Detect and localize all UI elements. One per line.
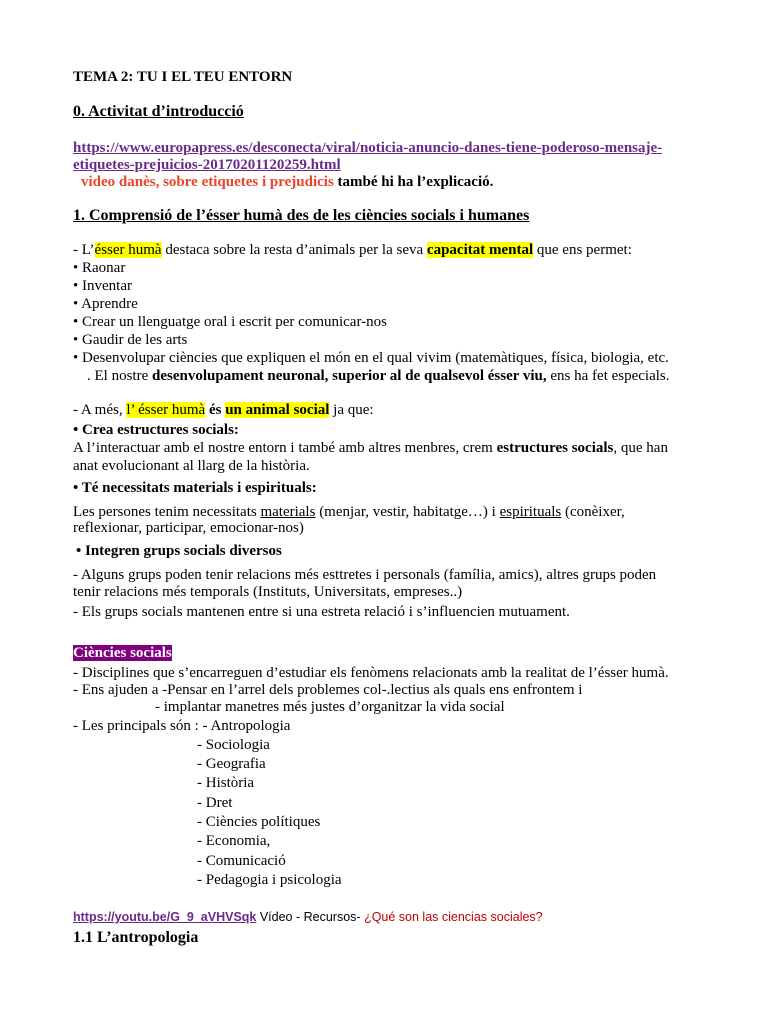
intro-text-a: - L’ [73,242,95,258]
neuronal-text-c: ens ha fet especials. [546,368,670,384]
te-text-a: Les persones tenim necessitats [73,504,261,520]
discipline-item: - Comunicació [197,853,286,869]
bullet-item: • Raonar [73,260,126,276]
youtube-line-mid: Vídeo - Recursos- [256,910,365,924]
document-title: TEMA 2: TU I EL TEU ENTORN [73,69,293,85]
te-text-materials: materials [260,504,316,520]
te-text-espirituals: espirituals [499,504,562,520]
discipline-item: - Dret [197,795,233,811]
neuronal-text-bold: desenvolupament neuronal, superior al de qualsevol ésser viu, [152,368,547,384]
cs-line-2: - Ens ajuden a -Pensar en l’arrel dels problemes col-.lectius als quals ens enfrontem i [73,682,583,698]
bullet-item: • Aprendre [73,296,138,312]
integren-line-1: - Alguns grups poden tenir relacions més esttretes i personals (família, amics), altres grups poden [73,567,657,583]
te-heading: • Té necessitats materials i espirituals: [73,480,317,496]
crea-text-c: , que han [613,440,668,456]
te-line-2: reflexionar, participar, emocionar-nos) [73,520,304,536]
neuronal-text-a: . El nostre [87,368,152,384]
discipline-item: - Ciències polítiques [197,814,321,830]
discipline-item: - Història [197,775,255,791]
neuronal-line [87,367,670,385]
crea-text-a: A l’interactuar amb el nostre entorn i també amb altres menbres, crem [73,440,497,456]
youtube-line [73,908,543,926]
intro-text-b: destaca sobre la resta d’animals per la seva [161,242,427,258]
integren-line-2: tenir relacions més temporals (Instituts, Universitats, empreses..) [73,584,463,600]
crea-line-2: anat evolucionant al llarg de la història. [73,458,310,474]
ciencies-socials-label: Ciències socials [73,645,172,661]
intro-highlight-esser-huma: ésser humà [94,242,162,258]
discipline-item: - Economia, [197,833,271,849]
youtube-link[interactable]: https://youtu.be/G_9_aVHVSqk [73,910,257,924]
section-1-1-heading: 1.1 L’antropologia [73,929,199,946]
ciencies-socials-heading [73,644,172,662]
europapress-link-line1[interactable]: https://www.europapress.es/desconecta/viral/noticia-anuncio-danes-tiene-poderoso-mensaje- [73,140,663,156]
section-0-heading: 0. Activitat d’introducció [73,103,244,120]
integren-line-3: - Els grups socials mantenen entre si una estreta relació i s’influencien mutuament. [73,604,570,620]
social-text-c: ja que: [329,402,374,418]
intro-highlight-capacitat-mental: capacitat mental [426,242,534,258]
bullet-item: • Crear un llenguatge oral i escrit per comunicar-nos [73,314,387,330]
crea-line-1 [73,439,668,457]
social-animal-line [73,401,374,419]
integren-heading: • Integren grups socials diversos [76,543,282,559]
crea-text-bold: estructures socials [496,440,614,456]
social-text-a: - A més, [73,402,127,418]
video-note-red: video danès, sobre etiquetes i prejudicis [81,174,334,190]
discipline-item: - Geografia [197,756,266,772]
intro-line [73,241,632,259]
crea-heading: • Crea estructures socials: [73,422,239,438]
bullet-item: • Inventar [73,278,132,294]
discipline-item: - Sociologia [197,737,270,753]
intro-text-c: que ens permet: [533,242,632,258]
video-note [81,173,493,191]
social-text-es: és [205,402,226,418]
bullet-item: • Gaudir de les arts [73,332,188,348]
cs-line-3: - implantar manetres més justes d’organitzar la vida social [155,699,505,715]
social-highlight-esser-huma: l’ ésser humà [126,402,206,418]
cs-line-4: - Les principals són : - Antropologia [73,718,291,734]
cs-line-1: - Disciplines que s’encarreguen d’estudiar els fenòmens relacionats amb la realitat de l’ésser humà. [73,665,669,681]
video-note-black: també hi ha l’explicació. [333,174,494,190]
europapress-link-line2[interactable]: etiquetes-prejuicios-20170201120259.html [73,157,341,173]
bullet-item: • Desenvolupar ciències que expliquen el món en el qual vivim (matemàtiques, física, biologia, etc. [73,350,669,366]
youtube-line-red: ¿Qué son las ciencias sociales? [364,910,543,924]
te-text-c: (menjar, vestir, habitatge…) i [315,504,500,520]
te-text-e: (conèixer, [561,504,625,520]
discipline-item: - Pedagogia i psicologia [197,872,342,888]
section-1-heading: 1. Comprensió de l’ésser humà des de les ciències socials i humanes [73,207,530,224]
social-highlight-animal-social: un animal social [225,402,330,418]
